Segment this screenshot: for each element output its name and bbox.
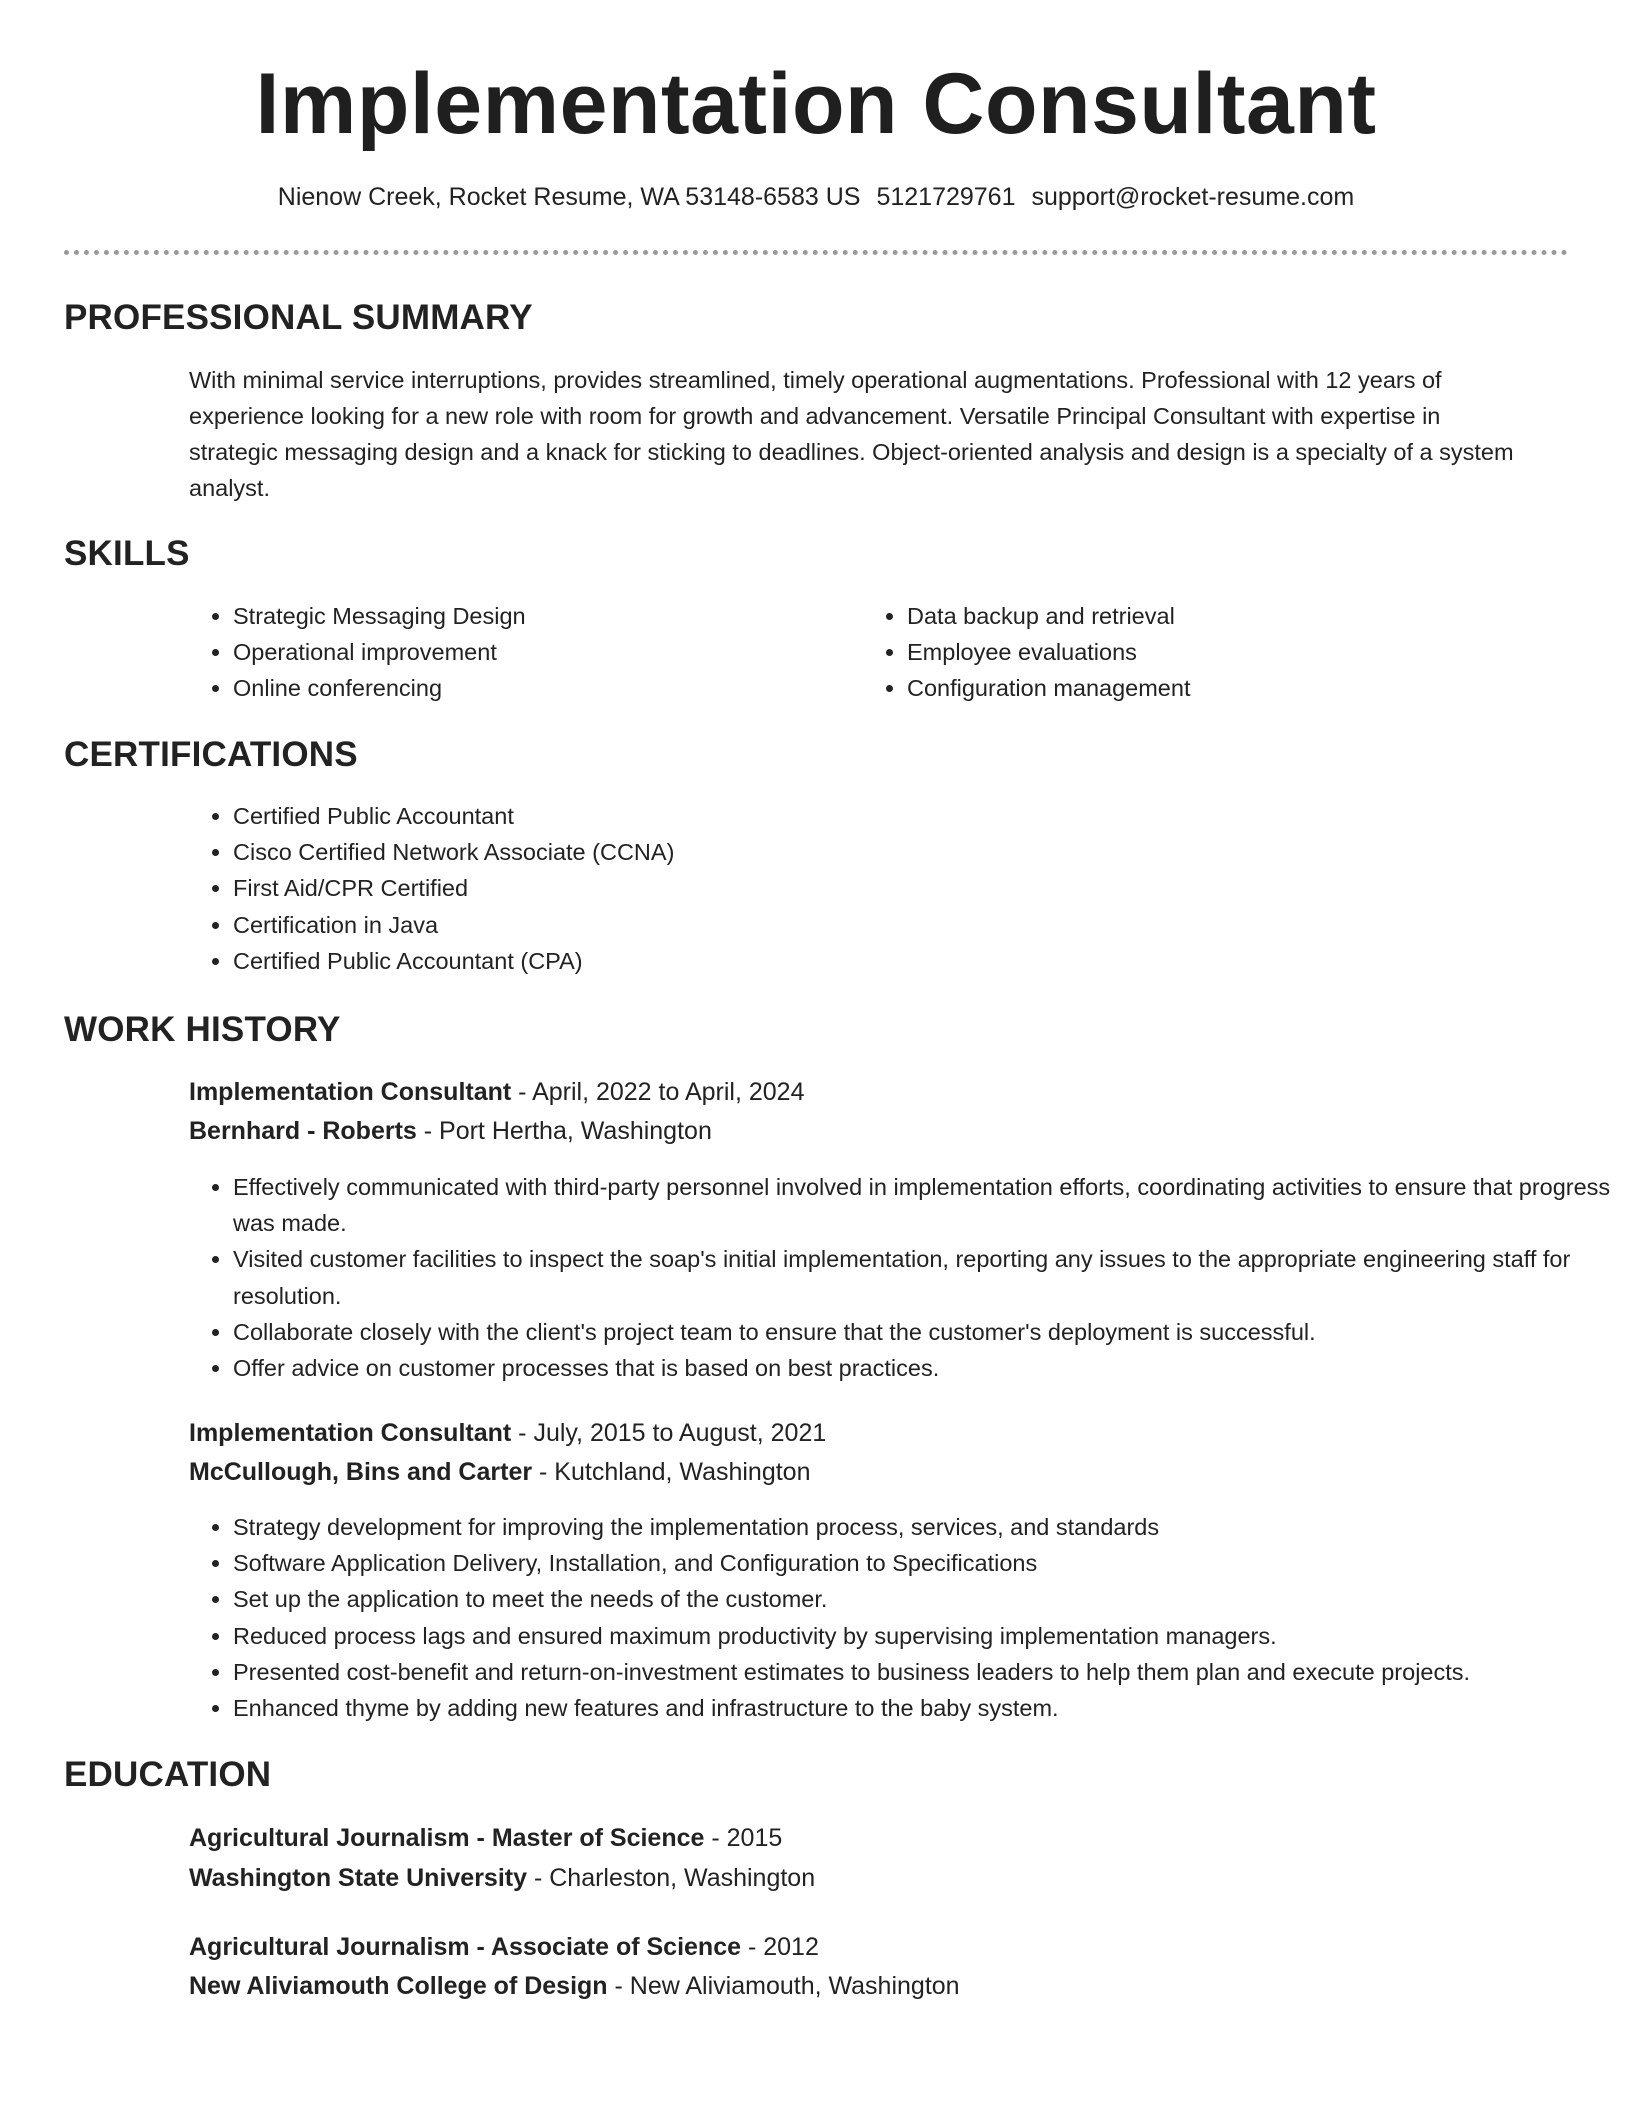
- contact-email: support@rocket-resume.com: [1031, 183, 1355, 211]
- header-divider: [64, 250, 1568, 255]
- candidate-name: Implementation Consultant: [255, 56, 1377, 152]
- education-location: - Charleston, Washington: [527, 1864, 816, 1892]
- list-item: • Certified Public Accountant (CPA): [233, 943, 1573, 979]
- education-degree: Agricultural Journalism - Associate of Science: [189, 1933, 742, 1961]
- list-item: • Employee evaluations: [907, 634, 1547, 670]
- contact-phone: 5121729761: [876, 183, 1016, 211]
- education-2-degree-line: [189, 1930, 819, 1964]
- list-item: • Enhanced thyme by adding new features and infrastructure to the baby system.: [233, 1690, 1613, 1726]
- job-2-company-line: [189, 1455, 811, 1489]
- job-1-bullets: [189, 1169, 1613, 1386]
- skills-list-right: [863, 598, 1547, 707]
- list-item: • Collaborate closely with the client's project team to ensure that the customer's deployment is successful.: [233, 1314, 1613, 1350]
- section-title-skills: SKILLS: [64, 534, 190, 573]
- contact-address: Nienow Creek, Rocket Resume, WA 53148-6583 US: [277, 183, 861, 211]
- list-item: • Visited customer facilities to inspect the soap's initial implementation, reporting any issues to the appropriate engineering staff for resolution.: [233, 1241, 1613, 1313]
- education-school: New Aliviamouth College of Design: [189, 1972, 608, 2000]
- list-item: • Reduced process lags and ensured maximum productivity by supervising implementation managers.: [233, 1618, 1613, 1654]
- list-item: • Offer advice on customer processes that is based on best practices.: [233, 1350, 1613, 1386]
- skills-list-left: [189, 598, 833, 707]
- certifications-list: [189, 798, 1573, 979]
- education-school: Washington State University: [189, 1864, 528, 1892]
- job-role: Implementation Consultant: [189, 1419, 512, 1447]
- education-1-degree-line: [189, 1821, 782, 1855]
- contact-line: [0, 180, 1632, 214]
- section-title-summary: PROFESSIONAL SUMMARY: [64, 298, 533, 337]
- job-company: Bernhard - Roberts: [189, 1117, 417, 1145]
- job-dates: - April, 2022 to April, 2024: [511, 1078, 805, 1106]
- education-year: - 2012: [741, 1933, 819, 1961]
- list-item: • First Aid/CPR Certified: [233, 870, 1573, 906]
- list-item: • Strategic Messaging Design: [233, 598, 833, 634]
- list-item: • Operational improvement: [233, 634, 833, 670]
- job-location: - Port Hertha, Washington: [416, 1117, 712, 1145]
- section-title-education: EDUCATION: [64, 1755, 272, 1794]
- job-dates: - July, 2015 to August, 2021: [511, 1419, 827, 1447]
- section-title-work-history: WORK HISTORY: [64, 1010, 341, 1049]
- job-1-title-line: [189, 1075, 804, 1109]
- list-item: • Certified Public Accountant: [233, 798, 1573, 834]
- job-2-title-line: [189, 1416, 826, 1450]
- section-title-certifications: CERTIFICATIONS: [64, 735, 358, 774]
- education-year: - 2015: [704, 1824, 783, 1852]
- list-item: • Presented cost-benefit and return-on-investment estimates to business leaders to help them plan and execute projects.: [233, 1654, 1613, 1690]
- list-item: • Online conferencing: [233, 670, 833, 706]
- summary-text: With minimal service interruptions, provides streamlined, timely operational augmentations. Professional with 12 years of experience looking for a new role with room for growth and advancement. Versatile Principal Consultant with expertise in strategic messaging design and a knack for sticking to deadlines. Object-oriented analysis and design is a specialty of a system analyst.: [189, 367, 1514, 501]
- list-item: • Configuration management: [907, 670, 1547, 706]
- list-item: • Software Application Delivery, Installation, and Configuration to Specifications: [233, 1545, 1613, 1581]
- list-item: • Strategy development for improving the implementation process, services, and standards: [233, 1509, 1613, 1545]
- education-degree: Agricultural Journalism - Master of Science: [189, 1824, 705, 1852]
- job-company: McCullough, Bins and Carter: [189, 1458, 533, 1486]
- list-item: • Data backup and retrieval: [907, 598, 1547, 634]
- list-item: • Effectively communicated with third-party personnel involved in implementation efforts, coordinating activities to ensure that progress was made.: [233, 1169, 1613, 1241]
- list-item: • Set up the application to meet the needs of the customer.: [233, 1581, 1613, 1617]
- education-1-school-line: [189, 1861, 815, 1895]
- education-2-school-line: [189, 1969, 960, 2003]
- education-location: - New Aliviamouth, Washington: [607, 1972, 960, 2000]
- job-location: - Kutchland, Washington: [532, 1458, 811, 1486]
- job-1-company-line: [189, 1114, 712, 1148]
- list-item: • Certification in Java: [233, 907, 1573, 943]
- job-role: Implementation Consultant: [189, 1078, 512, 1106]
- job-2-bullets: [189, 1509, 1613, 1726]
- list-item: • Cisco Certified Network Associate (CCNA): [233, 834, 1573, 870]
